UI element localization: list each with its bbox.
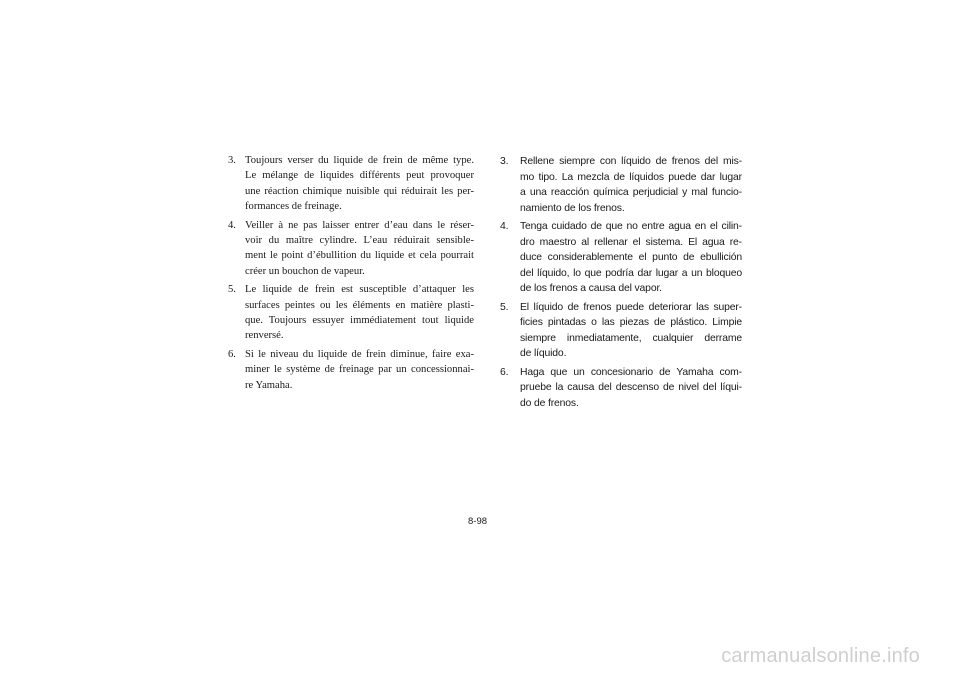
item-line: El líquido de frenos puede deteriorar las super- bbox=[520, 301, 742, 313]
item-number: 4. bbox=[500, 221, 509, 232]
item-line: miner le système de freinage par un concessionnai- bbox=[245, 364, 474, 376]
spanish-item-6 bbox=[500, 365, 742, 412]
item-line: del líquido, lo que podría dar lugar a un bloqueo bbox=[520, 267, 742, 279]
item-line: surfaces peintes ou les éléments en matière plasti- bbox=[245, 299, 474, 311]
item-line: Le mélange de liquides différents peut provoquer bbox=[245, 170, 474, 182]
spanish-item-3 bbox=[500, 154, 742, 216]
item-line: que. Toujours essuyer immédiatement tout liquide bbox=[245, 315, 474, 327]
item-line: voir du maître cylindre. L’eau réduirait sensible- bbox=[245, 235, 474, 247]
item-line: ficies pintadas o las piezas de plástico. Limpie bbox=[520, 317, 742, 328]
item-line: de líquido. bbox=[520, 348, 567, 359]
watermark-text: carmanualsonline.info bbox=[721, 645, 920, 667]
item-number: 4. bbox=[228, 219, 236, 231]
spanish-item-4 bbox=[500, 219, 742, 297]
item-line: Veiller à ne pas laisser entrer d’eau dans le réser- bbox=[245, 219, 474, 231]
item-number: 5. bbox=[500, 301, 509, 313]
item-line: Rellene siempre con líquido de frenos del mis- bbox=[520, 156, 742, 167]
page-number: 8-98 bbox=[468, 516, 488, 527]
item-line: Toujours verser du liquide de frein de même type. bbox=[245, 155, 474, 166]
item-number: 6. bbox=[228, 348, 236, 360]
item-line: namiento de los frenos. bbox=[520, 202, 625, 214]
item-line: pruebe la causa del descenso de nivel del líqui- bbox=[520, 382, 742, 393]
item-number: 6. bbox=[500, 366, 509, 378]
spanish-column bbox=[500, 154, 742, 414]
item-line: duce considerablemente el punto de ebullición bbox=[520, 252, 742, 263]
french-item-6 bbox=[228, 347, 474, 393]
item-line: siempre inmediatamente, cualquier derrame bbox=[520, 332, 742, 344]
item-line: de los frenos a causa del vapor. bbox=[520, 283, 662, 294]
item-number: 5. bbox=[228, 284, 236, 296]
item-line: Haga que un concesionario de Yamaha com- bbox=[520, 366, 742, 378]
item-line: Si le niveau du liquide de frein diminue, faire exa- bbox=[245, 348, 474, 360]
item-number: 3. bbox=[500, 156, 509, 167]
item-line: Le liquide de frein est susceptible d’attaquer les bbox=[245, 284, 474, 296]
french-item-3 bbox=[228, 153, 474, 215]
french-item-5 bbox=[228, 282, 474, 344]
item-line: mo tipo. La mezcla de líquidos puede dar lugar bbox=[520, 171, 742, 183]
item-line: do de frenos. bbox=[520, 397, 579, 409]
item-line: renversé. bbox=[245, 330, 284, 342]
item-line: créer un bouchon de vapeur. bbox=[245, 265, 365, 277]
item-line: formances de freinage. bbox=[245, 201, 342, 213]
item-line: a una reacción química perjudicial y mal funcio- bbox=[520, 187, 742, 198]
spanish-item-5 bbox=[500, 300, 742, 362]
item-number: 3. bbox=[228, 155, 236, 166]
item-line: re Yamaha. bbox=[245, 379, 293, 391]
item-line: une réaction chimique nuisible qui réduirait les per- bbox=[245, 185, 474, 197]
french-column bbox=[228, 153, 474, 396]
item-line: Tenga cuidado de que no entre agua en el cilin- bbox=[520, 221, 742, 232]
item-line: ment le point d’ébullition du liquide et cela pourrait bbox=[245, 250, 474, 262]
french-item-4 bbox=[228, 218, 474, 280]
item-line: dro maestro al rellenar el sistema. El agua re- bbox=[520, 236, 742, 248]
